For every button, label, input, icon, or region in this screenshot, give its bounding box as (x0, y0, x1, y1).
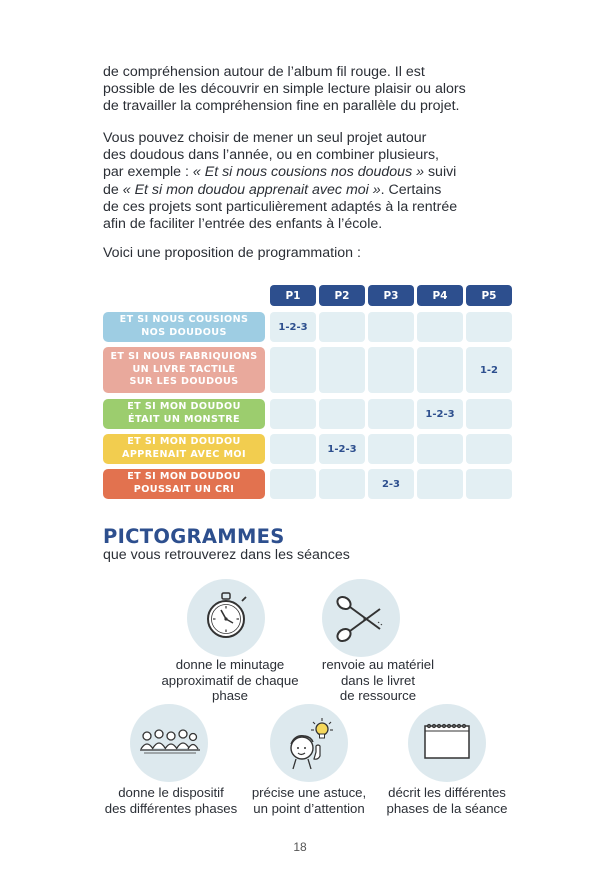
column-header-p2: P2 (319, 285, 365, 306)
row-label-livre-tactile (103, 347, 265, 393)
column-header-p4: P4 (417, 285, 463, 306)
pictogram-caption (303, 657, 453, 704)
pictogram-circle (408, 704, 486, 782)
caption-line: renvoie au matériel (321, 657, 435, 672)
text-fragment: par exemple : (103, 164, 193, 181)
row-label-line: POUSSAIT UN CRI (133, 484, 235, 495)
text-line: Vous pouvez choisir de mener un seul projet autour (103, 130, 427, 146)
pictogram-caption (372, 785, 522, 816)
table-cell (270, 469, 316, 499)
proposal-paragraph (103, 245, 523, 262)
caption-line: décrit les différentes (388, 785, 506, 800)
text-line: des doudous dans l’année, ou en combiner plusieurs, (103, 147, 439, 164)
table-cell (417, 434, 463, 464)
text-line: possible de les découvrir en simple lecture plaisir ou alors (103, 81, 466, 98)
pictogram-caption (234, 785, 384, 816)
table-cell (319, 469, 365, 499)
table-cell (270, 347, 316, 393)
stopwatch-icon (187, 579, 265, 657)
text-line: de compréhension autour de l’album fil rouge. Il est (103, 64, 425, 80)
project-title-quote: « Et si mon doudou apprenait avec moi » (122, 181, 381, 198)
pictogram-caption (155, 657, 305, 704)
caption-line: précise une astuce, (251, 785, 367, 800)
table-cell (466, 434, 512, 464)
table-cell (319, 399, 365, 429)
table-cell: 1-2-3 (270, 312, 316, 342)
pictogram-caption (96, 785, 246, 816)
row-label-monstre (103, 399, 265, 429)
table-cell (368, 399, 414, 429)
text-fragment: de (103, 181, 123, 198)
row-label-cri (103, 469, 265, 499)
pictogram-circle (322, 579, 400, 657)
caption-line: phase (212, 688, 248, 704)
text-fragment: suivi (424, 164, 457, 181)
section-subtitle: que vous retrouverez dans les séances (103, 547, 350, 563)
column-header-p1: P1 (270, 285, 316, 306)
table-cell: 1-2-3 (319, 434, 365, 464)
caption-line: donne le minutage (175, 657, 285, 672)
intro-paragraph (103, 64, 523, 116)
row-label-line: NOS DOUDOUS (141, 327, 227, 338)
caption-line: donne le dispositif (118, 785, 224, 800)
project-title-quote: « Et si nous cousions nos doudous » (192, 164, 425, 181)
row-label-line: APPRENAIT AVEC MOI (122, 449, 246, 460)
text-fragment: . Certains (380, 181, 442, 198)
row-label-line: ET SI MON DOUDOU (127, 401, 241, 413)
table-cell: 1-2 (466, 347, 512, 393)
table-cell (319, 312, 365, 342)
caption-line: dans le livret (340, 672, 416, 688)
table-cell (417, 312, 463, 342)
row-label-apprenait (103, 434, 265, 464)
table-cell (417, 347, 463, 393)
caption-line: de ressource (339, 688, 417, 704)
row-label-line: ET SI MON DOUDOU (127, 436, 241, 448)
pictogram-circle (270, 704, 348, 782)
section-title: PICTOGRAMMES (103, 525, 285, 548)
table-cell (368, 347, 414, 393)
caption-line: approximatif de chaque (161, 672, 299, 688)
table-cell (466, 399, 512, 429)
row-label-line: ÉTAIT UN MONSTRE (128, 414, 240, 425)
table-cell: 2-3 (368, 469, 414, 499)
row-label-line: ET SI NOUS FABRIQUIONS (110, 351, 258, 363)
table-cell: 1-2-3 (417, 399, 463, 429)
table-cell (270, 434, 316, 464)
table-cell (417, 469, 463, 499)
choice-paragraph (103, 130, 523, 233)
row-label-line: UN LIVRE TACTILE (132, 363, 236, 375)
text-line: Voici une proposition de programmation : (103, 245, 361, 261)
text-line: afin de faciliter l’entrée des enfants à l’école. (103, 216, 383, 233)
row-label-line: SUR LES DOUDOUS (129, 376, 239, 388)
pictogram-circle (187, 579, 265, 657)
table-cell (270, 399, 316, 429)
table-cell (319, 347, 365, 393)
table-cell (466, 312, 512, 342)
text-line: de travailler la compréhension fine en parallèle du projet. (103, 98, 460, 115)
caption-line: des différentes phases (104, 800, 238, 816)
table-cell (368, 434, 414, 464)
column-header-p3: P3 (368, 285, 414, 306)
caption-line: un point d’attention (253, 800, 365, 816)
idea-child-icon (270, 704, 348, 782)
text-line: de ces projets sont particulièrement adaptés à la rentrée (103, 198, 458, 215)
scissors-icon (322, 579, 400, 657)
column-header-p5: P5 (466, 285, 512, 306)
row-label-line: ET SI NOUS COUSIONS (119, 314, 249, 326)
row-label-line: ET SI MON DOUDOU (127, 471, 241, 483)
group-icon (130, 704, 208, 782)
table-cell (466, 469, 512, 499)
caption-line: phases de la séance (386, 800, 508, 816)
table-cell (368, 312, 414, 342)
pictogram-circle (130, 704, 208, 782)
row-label-cousions (103, 312, 265, 342)
notepad-icon (408, 704, 486, 782)
page-number: 18 (293, 840, 307, 854)
